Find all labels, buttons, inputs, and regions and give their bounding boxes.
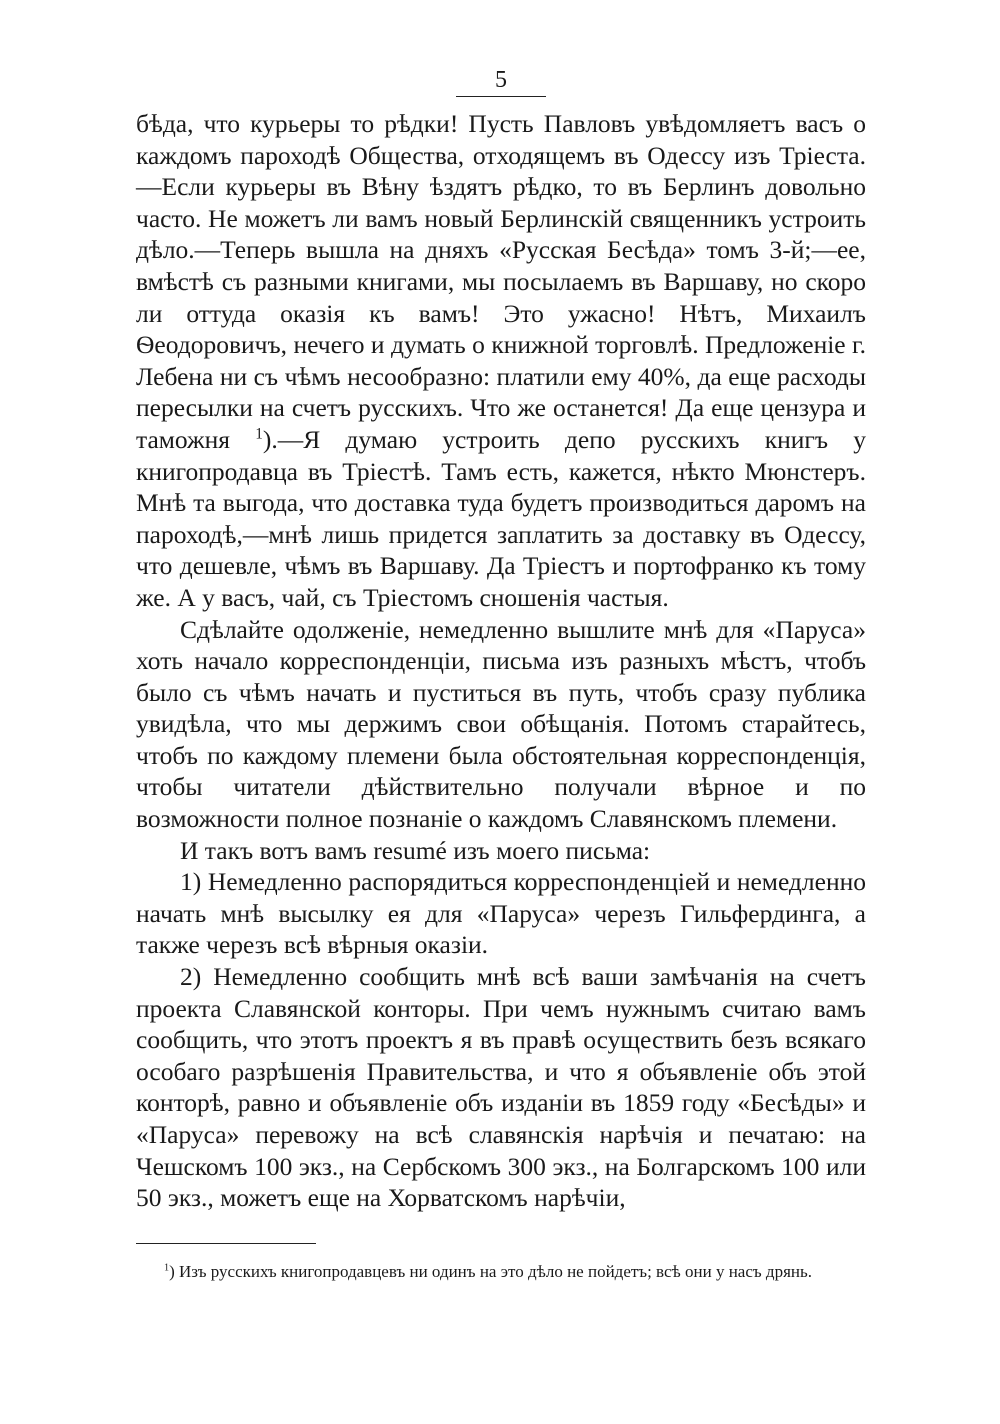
paragraph-1-part-b: ).—Я думаю устроить депо русскихъ книгъ у книгопродавца въ Тріестѣ. Тамъ есть, кажется, нѣкто Мюнстеръ. Мнѣ та выгода, что доставка туда будетъ производиться даромъ на пароходѣ,—мнѣ лишь придется заплатить за доставку въ Одессу, что дешевле, чѣмъ въ Варшаву. Да Тріестъ и портофранко къ тому же. А у васъ, чай, съ Тріестомъ сношенія частыя. [136, 424, 866, 612]
paragraph-3: И такъ вотъ вамъ resumé изъ моего письма: [180, 835, 651, 865]
footnote [136, 1260, 866, 1284]
paragraph-1-part-a: бѣда, что курьеры то рѣдки! Пусть Павловъ увѣдомляетъ васъ о каждомъ пароходѣ Общества, отходящемъ въ Одессу изъ Тріеста.—Если курьеры въ Вѣну ѣздятъ рѣдко, то въ Берлинъ довольно часто. Не можетъ ли вамъ новый Берлинскій священникъ устроить дѣло.—Теперь вышла на дняхъ «Русская Бесѣда» томъ 3-й;—ее, вмѣстѣ съ разными книгами, мы посылаемъ въ Варшаву, но скоро ли оттуда оказія къ вамъ! Это ужасно! Нѣтъ, Михаилъ Ѳеодоровичъ, нечего и думать о книжной торговлѣ. Предложеніе г. Лебена ни съ чѣмъ несообразно: платили ему 40%, да еще расходы пересылки на счетъ русскихъ. Что же останется! Да еще цензура и таможня [136, 109, 866, 454]
footnote-rule [136, 1243, 316, 1244]
footnote-text: ) Изъ русскихъ книгопродавцевъ ни одинъ на это дѣло не пойдетъ; всѣ они у насъ дрянь. [169, 1262, 813, 1281]
paragraph-item-2: 2) Немедленно сообщить мнѣ всѣ ваши замѣчанія на счетъ проекта Славянской конторы. При чемъ нужнымъ считаю вамъ сообщить, что этотъ проектъ я въ правѣ осуществить безъ всякаго особаго разрѣшенія Правительства, и что я объявленіе объ этой конторѣ, равно и объявленіе объ изданіи въ 1859 году «Бесѣды» и «Паруса» перевожу на всѣ славянскія нарѣчія и печатаю: на Чешскомъ 100 экз., на Сербскомъ 300 экз., на Болгарскомъ 100 или 50 экз., можетъ еще на Хорватскомъ нарѣчіи, [136, 962, 866, 1213]
page-number-rule [456, 96, 546, 97]
paragraph-item-1: 1) Немедленно распорядиться корреспонденціей и немедленно начать мнѣ высылку ея для «Паруса» черезъ Гильфердинга, а также черезъ всѣ вѣрныя оказіи. [136, 867, 866, 960]
footnote-marker: 1 [164, 1262, 170, 1274]
paragraph-2: Сдѣлайте одолженіе, немедленно вышлите мнѣ для «Паруса» хоть начало корреспонденціи, письма изъ разныхъ мѣстъ, чтобъ было съ чѣмъ начать и пуститься въ путь, чтобъ сразу публика увидѣла, что мы держимъ свои обѣщанія. Потомъ старайтесь, чтобъ по каждому племени была обстоятельная корреспонденція, чтобы читатели дѣйствительно получали вѣрное и по возможности полное познаніе о каждомъ Славянскомъ племени. [136, 614, 866, 834]
page-number: 5 [495, 67, 507, 93]
body-text [136, 108, 866, 1214]
paragraph-1 [136, 108, 866, 614]
footnote-reference: 1 [255, 425, 263, 443]
